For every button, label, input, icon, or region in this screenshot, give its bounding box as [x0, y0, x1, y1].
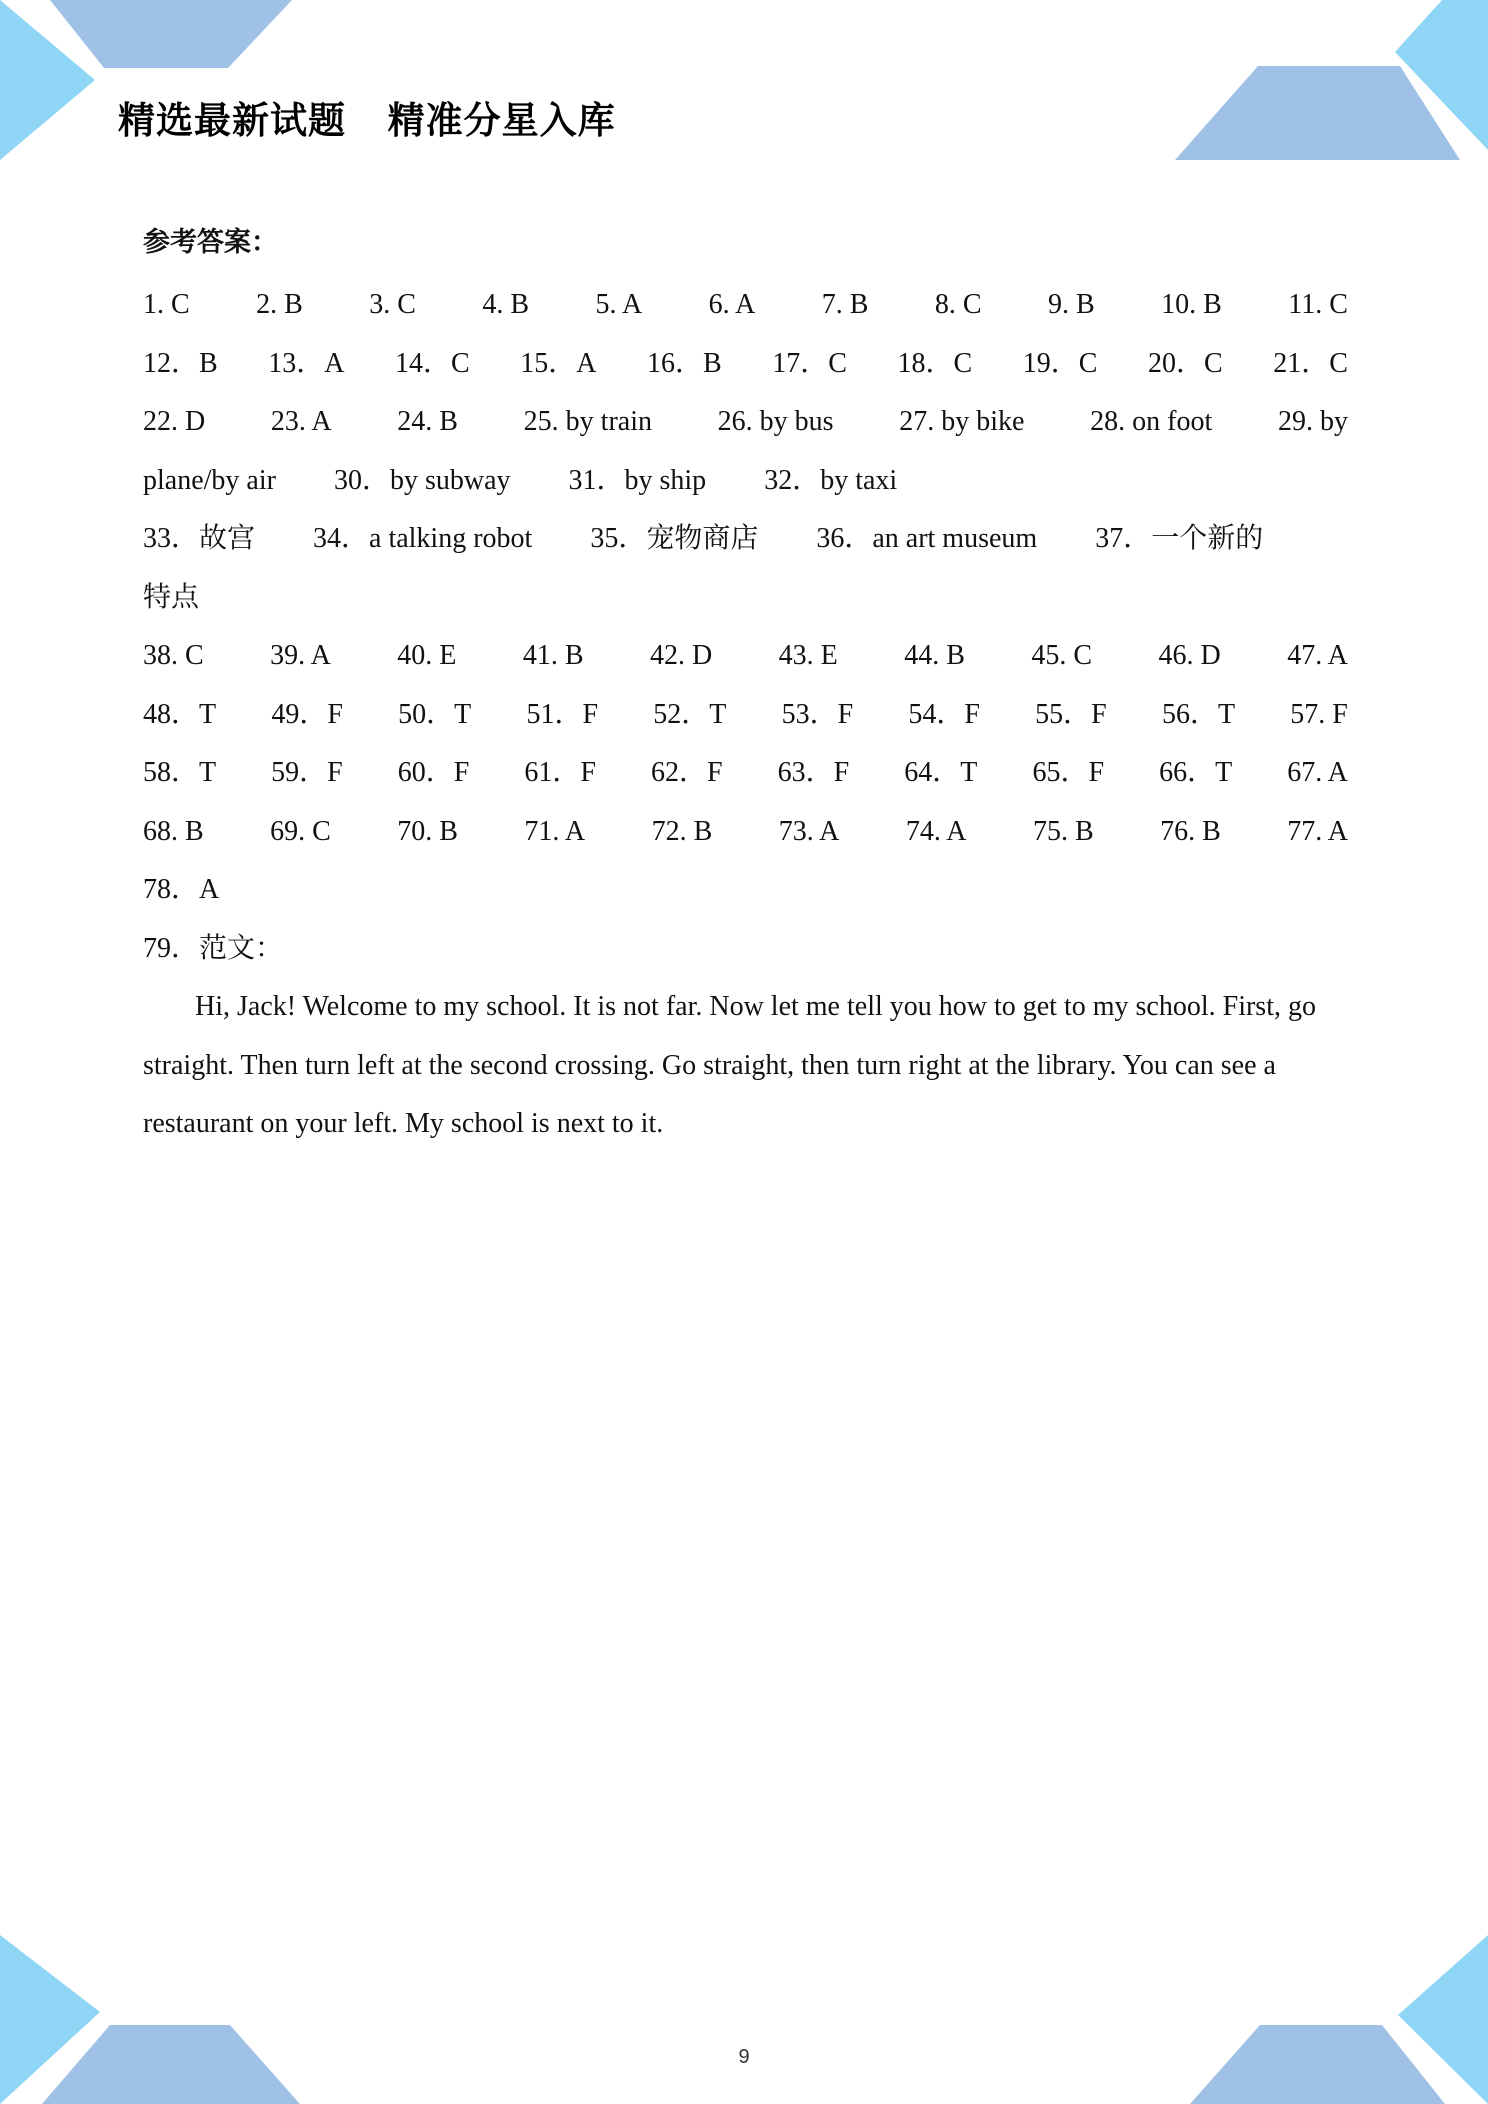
essay-text: Hi, Jack! Welcome to my school. It is not far. Now let me tell you how to get to my school. First, go straight. Then turn left at the second crossing. Go straight, then turn right at the library. You can see a restaurant on your left. My school is next to it.: [143, 991, 1316, 1139]
answer-item: 49．F: [271, 698, 343, 730]
answer-item: 17．C: [772, 347, 847, 379]
answer-item: 11. C: [1288, 289, 1348, 320]
answer-item: 10. B: [1161, 289, 1222, 320]
answer-item: 21．C: [1273, 347, 1348, 379]
answer-row: [143, 920, 1348, 979]
answer-row: [143, 861, 1348, 920]
answer-item: 15．A: [520, 347, 597, 379]
answer-item: 28. on foot: [1090, 406, 1213, 437]
answer-item: 46. D: [1158, 640, 1221, 671]
answer-item: 53．F: [781, 698, 854, 730]
answer-item: 5. A: [595, 289, 643, 320]
answer-item: 66．T: [1159, 757, 1233, 788]
answer-content: [143, 218, 1348, 1154]
answer-item: 2. B: [256, 289, 303, 320]
answer-item: 27. by bike: [899, 406, 1025, 437]
answer-row: [143, 452, 1348, 511]
answer-item: 55．F: [1035, 698, 1107, 730]
answer-item: 79．范文：: [143, 932, 284, 964]
answer-item: 6. A: [708, 289, 756, 320]
answer-item: 34．a talking robot: [313, 523, 533, 554]
answer-row: [143, 744, 1348, 803]
answer-item: 71. A: [524, 815, 586, 847]
answer-item: 26. by bus: [717, 406, 834, 437]
answer-row: [143, 335, 1348, 394]
answer-item: 1. C: [143, 289, 190, 320]
answer-item: 42. D: [649, 640, 713, 671]
answer-item: 40. E: [397, 640, 457, 671]
answer-item: 47. A: [1287, 640, 1348, 671]
answer-item: 64．T: [904, 757, 978, 788]
answers-heading: 参考答案：: [143, 227, 278, 258]
answer-row: [143, 276, 1348, 335]
answer-item: 74. A: [905, 815, 967, 847]
answer-item: 35．宠物商店: [590, 523, 759, 554]
answer-item: 33．故宫: [143, 523, 256, 554]
answer-item: 12．B: [143, 347, 218, 379]
answer-item: 23. A: [270, 406, 332, 437]
answer-item: 29. by: [1277, 406, 1348, 437]
answer-row: [143, 510, 1348, 569]
answer-item: 61．F: [524, 757, 596, 788]
answer-item: 43. E: [778, 640, 838, 671]
answer-item: 54．F: [908, 698, 980, 730]
answer-item: 45. C: [1031, 640, 1093, 671]
answer-item: 7. B: [821, 289, 869, 320]
answer-item: 63．F: [777, 757, 850, 788]
answer-item: 70. B: [397, 815, 458, 847]
answer-item: 51．F: [526, 698, 599, 730]
answer-item: 特点: [143, 581, 200, 613]
answer-rows: [143, 276, 1348, 978]
answer-item: 39. A: [270, 640, 331, 671]
answer-item: 59．F: [271, 757, 343, 788]
answer-item: 57. F: [1290, 698, 1348, 730]
answer-row: [143, 569, 1348, 628]
answer-item: 13．A: [268, 347, 345, 379]
answer-item: 38. C: [143, 640, 204, 671]
answer-item: 67. A: [1287, 757, 1348, 788]
top-left-trapezoid: [50, 0, 292, 68]
answer-item: 69. C: [270, 815, 331, 847]
answer-item: 52．T: [653, 698, 727, 730]
answer-row: [143, 393, 1348, 452]
answer-item: 73. A: [778, 815, 840, 847]
answer-item: 58．T: [143, 757, 217, 788]
answer-item: plane/by air: [143, 464, 276, 496]
header-title: 精选最新试题 精准分星入库: [118, 99, 616, 142]
answer-item: 41. B: [522, 640, 584, 671]
answer-item: 68. B: [143, 815, 204, 847]
answer-item: 3. C: [369, 289, 416, 320]
answer-item: 9. B: [1048, 289, 1095, 320]
answer-item: 25. by train: [523, 406, 652, 437]
answer-row: [143, 803, 1348, 862]
model-essay: [143, 978, 1348, 1154]
answer-item: 32．by taxi: [764, 464, 898, 496]
page-number: 9: [738, 2046, 750, 2068]
answer-item: 50．T: [398, 698, 472, 730]
answer-item: 36．an art museum: [816, 523, 1038, 554]
answer-item: 76. B: [1160, 815, 1221, 847]
answer-item: 22. D: [143, 406, 206, 437]
answer-item: 4. B: [482, 289, 530, 320]
answer-item: 75. B: [1032, 815, 1094, 847]
answer-item: 20．C: [1147, 347, 1223, 379]
answer-item: 14．C: [395, 347, 470, 379]
answer-item: 44. B: [904, 640, 965, 671]
answer-item: 60．F: [397, 757, 470, 788]
answer-item: 19．C: [1022, 347, 1098, 379]
answer-item: 48．T: [143, 698, 217, 730]
answer-item: 72. B: [651, 815, 713, 847]
answer-row: [143, 627, 1348, 686]
answer-item: 62．F: [651, 757, 723, 788]
answer-item: 65．F: [1032, 757, 1105, 788]
answer-item: 30．by subway: [333, 464, 511, 496]
answer-item: 31．by ship: [568, 464, 707, 496]
answer-item: 37．一个新的: [1095, 523, 1264, 554]
answer-item: 78．A: [143, 874, 220, 905]
answer-item: 8. C: [934, 289, 982, 320]
top-right-trapezoid: [1175, 66, 1460, 160]
answer-item: 77. A: [1287, 815, 1348, 847]
answer-row: [143, 686, 1348, 745]
answer-item: 18．C: [897, 347, 973, 379]
answer-item: 56．T: [1161, 698, 1236, 730]
answer-item: 24. B: [397, 406, 458, 437]
answer-item: 16．B: [647, 347, 722, 379]
